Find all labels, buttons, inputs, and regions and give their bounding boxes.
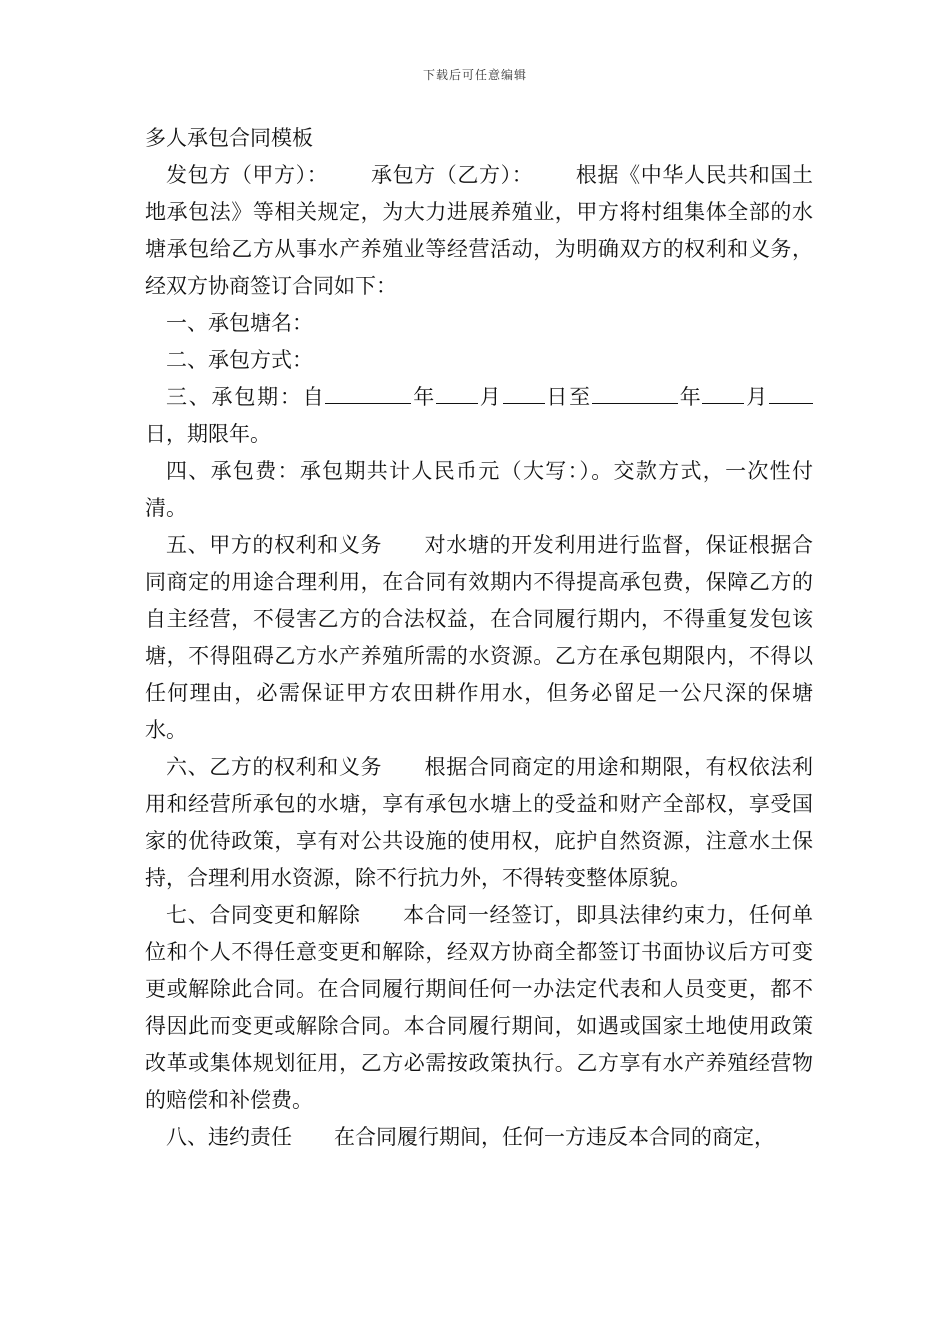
end-day-blank — [769, 381, 801, 404]
page-header: 下载后可任意编辑 — [422, 68, 527, 82]
clause-8-text: 在合同履行期间，任何一方违反本合同的商定， — [334, 1125, 775, 1149]
end-year-label: 年 — [677, 385, 703, 409]
clause-7-heading: 七、合同变更和解除 — [166, 903, 361, 927]
clause-5-heading: 五、甲方的权利和义务 — [166, 533, 383, 557]
document-title: 多人承包合同模板 — [145, 126, 313, 150]
intro-text: 根据《中华人民共和国土地承包法》等相关规定，为大力进展养殖业，甲方将村组集体全部的水塘承包给乙方从事水产养殖业等经营活动，为明确双方的权利和义务，经双方协商签订合同如下： — [145, 163, 814, 298]
start-month-blank — [436, 381, 478, 404]
intro-paragraph — [145, 157, 813, 305]
clause-1: 一、承包塘名： — [166, 311, 313, 335]
clause-4: 四、承包费：承包期共计人民币元（大写：）。交款方式，一次性付清。 — [145, 459, 813, 520]
clause-6 — [145, 749, 813, 897]
party-a-label: 发包方（甲方）： — [166, 163, 329, 187]
clause-5 — [145, 527, 813, 749]
end-month-blank — [702, 381, 744, 404]
clause-7 — [145, 897, 813, 1119]
clause-7-text: 本合同一经签订，即具法律约束力，任何单位和个人不得任意变更和解除，经双方协商全都签订书面协议后方可变更或解除此合同。在合同履行期间任何一办法定代表和人员变更，都不得因此而变更或解除合同。本合同履行期间，如遇或国家土地使用政策改革或集体规划征用，乙方必需按政策执行。乙方享有水产养殖经营物的赔偿和补偿费。 — [145, 903, 814, 1112]
clause-3 — [145, 379, 813, 453]
day-end-label: 日，期限年。 — [145, 422, 271, 446]
clause-5-text: 对水塘的开发利用进行监督，保证根据合同商定的用途合理利用，在合同有效期内不得提高承包费，保障乙方的自主经营，不侵害乙方的合法权益，在合同履行期内，不得重复发包该塘，不得阻碍乙方水产养殖所需的水资源。乙方在承包期限内，不得以任何理由，必需保证甲方农田耕作用水，但务必留足一公尺深的保塘水。 — [145, 533, 814, 742]
document-body — [145, 120, 813, 1156]
clause-6-text: 根据合同商定的用途和期限，有权依法利用和经营所承包的水塘，享有承包水塘上的受益和财产全部权，享受国家的优待政策，享有对公共设施的使用权，庇护自然资源，注意水土保持，合理利用水资源，除不行抗力外，不得转变整体原貌。 — [145, 755, 814, 890]
start-year-label: 年 — [411, 385, 437, 409]
clause-2: 二、承包方式： — [166, 348, 313, 372]
end-month-label: 月 — [744, 385, 770, 409]
start-month-label: 月 — [478, 385, 503, 409]
clause-6-heading: 六、乙方的权利和义务 — [166, 755, 383, 779]
party-b-label: 承包方（乙方）： — [370, 163, 534, 187]
day-to-label: 日至 — [544, 385, 592, 409]
end-day-blank-cont — [801, 381, 813, 404]
start-day-blank — [503, 381, 545, 404]
end-year-blank — [592, 381, 678, 404]
clause-3-prefix: 三、承包期：自 — [166, 385, 326, 409]
clause-8-heading: 八、违约责任 — [166, 1125, 292, 1149]
clause-8 — [145, 1119, 813, 1156]
start-year-blank — [325, 381, 411, 404]
